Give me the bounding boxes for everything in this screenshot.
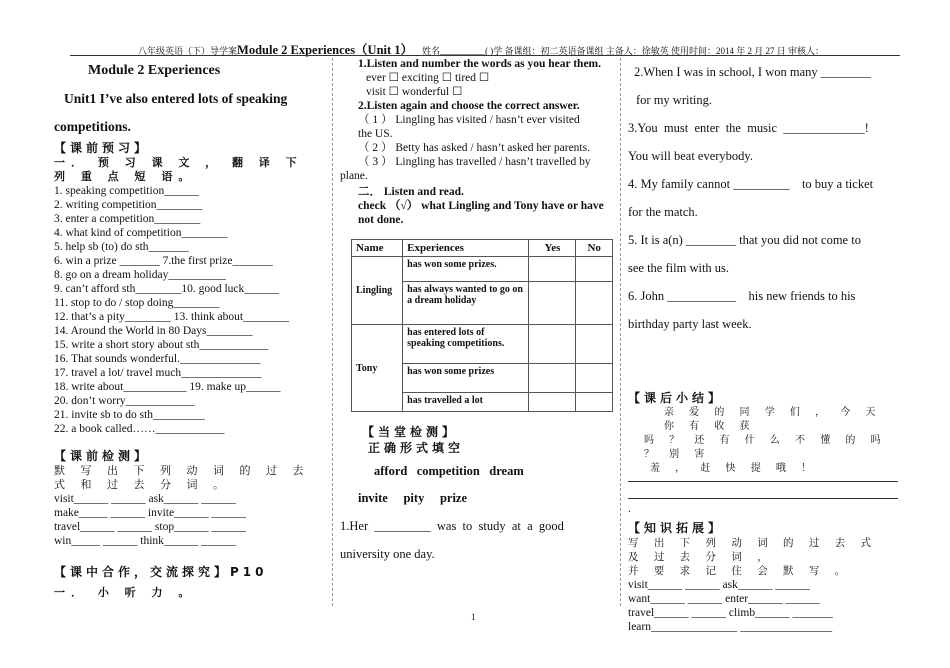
fill-sentence-3: 3.You must enter the music _____________! <box>628 121 869 135</box>
list-item: 8. go on a dream holiday__________ <box>54 269 226 281</box>
no-checkbox-cell[interactable] <box>576 393 613 412</box>
read-task: check （√） what Lingling and Tony have or have not done. <box>358 200 604 226</box>
table-row <box>352 257 613 282</box>
preview-heading: 【课前预习】 <box>54 141 151 155</box>
list-item: 16. That sounds wonderful.______________ <box>54 353 261 365</box>
table-row <box>352 325 613 364</box>
extension-task-2: 并 要 求 记 住 会 默 写 。 <box>628 565 852 577</box>
list-item: travel______ ______ climb______ _______ <box>628 607 833 619</box>
header-experiences: Experiences <box>403 240 529 257</box>
word-checkboxes-row2: visit ☐ wonderful ☐ <box>366 86 463 98</box>
precheck-task: 默 写 出 下 列 动 词 的 过 去 式 和 过 去 分 词 。 <box>54 464 310 491</box>
fill-sentence-3-cont: You will beat everybody. <box>628 149 753 163</box>
column-divider <box>620 58 621 606</box>
list-item: 18. write about___________ 19. make up______ <box>54 381 281 393</box>
listening-heading: 一． 小 听 力 。 <box>54 586 196 599</box>
list-item: 3. enter a competition________ <box>54 213 201 225</box>
table-cell: has won some prizes <box>403 364 529 393</box>
yes-checkbox-cell[interactable] <box>529 325 576 364</box>
listen-task-1: 1.Listen and number the words as you hear them. <box>358 58 602 70</box>
word-bank-1: afford competition dream <box>374 464 524 478</box>
fill-sentence-6: 6. John ___________ his new friends to his <box>628 289 856 303</box>
yes-checkbox-cell[interactable] <box>529 364 576 393</box>
preview-task: 一． 预 习 课 文 ， 翻 译 下 列 重 点 短 语。 <box>54 156 303 183</box>
fill-sentence-2-cont: for my writing. <box>636 93 713 107</box>
header-yes: Yes <box>529 240 576 257</box>
table-header-row <box>352 240 613 257</box>
column-right <box>628 58 898 634</box>
column-middle <box>340 58 612 568</box>
precheck-heading: 【课前检测】 <box>54 449 151 463</box>
answer-3: （ 3 ） Lingling has travelled / hasn’t travelled by <box>358 156 591 168</box>
cooperation-heading: 【课中合作，交流探究】P10 <box>54 565 268 579</box>
table-cell: has won some prizes. <box>403 257 529 282</box>
list-item: make_____ ______ invite______ ______ <box>54 507 246 519</box>
list-item: 20. don’t worry____________ <box>54 395 195 407</box>
table-cell: has always wanted to go on a dream holiday <box>403 282 529 325</box>
word-checkboxes-row1: ever ☐ exciting ☐ tired ☐ <box>366 72 490 84</box>
list-item: 4. what kind of competition________ <box>54 227 228 239</box>
list-item: 11. stop to do / stop doing________ <box>54 297 220 309</box>
header-rule <box>70 55 900 56</box>
fill-sentence-1-cont: university one day. <box>340 547 435 561</box>
list-item: travel______ ______ stop______ ______ <box>54 521 246 533</box>
header-prefix: 八年级英语（下）导学案 <box>138 46 238 56</box>
row-label-tony: Tony <box>352 325 403 412</box>
list-item: 1. speaking competition______ <box>54 185 199 197</box>
fill-in-heading: 正确形式填空 <box>368 441 465 455</box>
list-item: 9. can’t afford sth________10. good luck______ <box>54 283 279 295</box>
fill-sentence-4: 4. My family cannot _________ to buy a ticket <box>628 177 874 191</box>
list-item: 22. a book called……____________ <box>54 423 225 435</box>
word-bank-2: invite pity prize <box>358 491 468 505</box>
read-heading: 二． Listen and read. <box>358 186 464 198</box>
summary-text-2: 吗 ？ 还 有 什 么 不 懂 的 吗 ？ 别 害 <box>644 435 887 460</box>
answer-1: （ 1 ） Lingling has visited / hasn’t ever visited <box>358 114 580 126</box>
header-title: Module 2 Experiences（Unit 1） <box>237 43 414 57</box>
answer-1-cont: the US. <box>358 128 393 140</box>
fill-sentence-5: 5. It is a(n) ________ that you did not come to <box>628 233 861 247</box>
list-item: 2. writing competition________ <box>54 199 203 211</box>
list-item: 17. travel a lot/ travel much______________ <box>54 367 262 379</box>
extension-task-1: 写 出 下 列 动 词 的 过 去 式 及 过 去 分 词 ， <box>628 537 878 563</box>
header-meta: 姓名__________( )学 备课组：初二英语备课组 主备人：徐敏英 使用时间：2014 年 2 月 27 日 审核人： <box>422 46 825 56</box>
list-item: 5. help sb (to) do sth_______ <box>54 241 189 253</box>
experience-table <box>351 239 613 412</box>
list-item: want______ ______ enter______ ______ <box>628 593 820 605</box>
unit-title-line2: competitions. <box>54 119 131 134</box>
yes-checkbox-cell[interactable] <box>529 282 576 325</box>
list-item: win_____ ______ think______ ______ <box>54 535 236 547</box>
column-left <box>54 58 324 600</box>
list-item: visit______ ______ ask______ ______ <box>628 579 810 591</box>
answer-line[interactable] <box>628 481 898 493</box>
fill-sentence-1: 1.Her _________ was to study at a good <box>340 519 564 533</box>
list-item: learn_______________ ________________ <box>628 621 833 633</box>
page-header <box>138 40 918 57</box>
no-checkbox-cell[interactable] <box>576 364 613 393</box>
in-class-check-heading: 【当堂检测】 <box>362 425 459 439</box>
page-number: 1 <box>471 612 476 622</box>
phrase-list <box>54 184 324 436</box>
list-item: visit______ ______ ask______ ______ <box>54 493 236 505</box>
fill-sentence-6-cont: birthday party last week. <box>628 317 752 331</box>
fill-sentence-2: 2.When I was in school, I won many ________ <box>634 65 871 79</box>
answer-2: （ 2 ） Betty has asked / hasn’t asked her parents. <box>358 142 590 154</box>
column-divider <box>332 58 333 606</box>
summary-heading: 【课后小结】 <box>628 391 725 405</box>
unit-title-line1: Unit1 I’ve also entered lots of speaking <box>64 91 288 106</box>
extension-heading: 【知识拓展】 <box>628 521 725 535</box>
table-cell: has entered lots of speaking competitions. <box>403 325 529 364</box>
fill-sentence-4-cont: for the match. <box>628 205 698 219</box>
answer-3-cont: plane. <box>340 170 368 182</box>
summary-end-dot: . <box>628 503 631 515</box>
no-checkbox-cell[interactable] <box>576 257 613 282</box>
yes-checkbox-cell[interactable] <box>529 257 576 282</box>
summary-text-1: 亲 爱 的 同 学 们 ， 今 天 你 有 收 获 <box>664 407 882 432</box>
list-item: 14. Around the World in 80 Days________ <box>54 325 253 337</box>
listen-task-2: 2.Listen again and choose the correct answer. <box>358 100 580 112</box>
list-item: 6. win a prize _______ 7.the first prize_______ <box>54 255 273 267</box>
header-name: Name <box>352 240 403 257</box>
yes-checkbox-cell[interactable] <box>529 393 576 412</box>
table-cell: has travelled a lot <box>403 393 529 412</box>
no-checkbox-cell[interactable] <box>576 282 613 325</box>
header-no: No <box>576 240 613 257</box>
summary-text-3: 羞 ， 赶 快 提 哦 ！ <box>650 463 818 474</box>
list-item: 12. that’s a pity________ 13. think about________ <box>54 311 290 323</box>
module-title: Module 2 Experiences <box>88 63 221 78</box>
list-item: 21. invite sb to do sth_________ <box>54 409 205 421</box>
row-label-lingling: Lingling <box>352 257 403 325</box>
fill-sentence-5-cont: see the film with us. <box>628 261 730 275</box>
no-checkbox-cell[interactable] <box>576 325 613 364</box>
list-item: 15. write a short story about sth____________ <box>54 339 269 351</box>
